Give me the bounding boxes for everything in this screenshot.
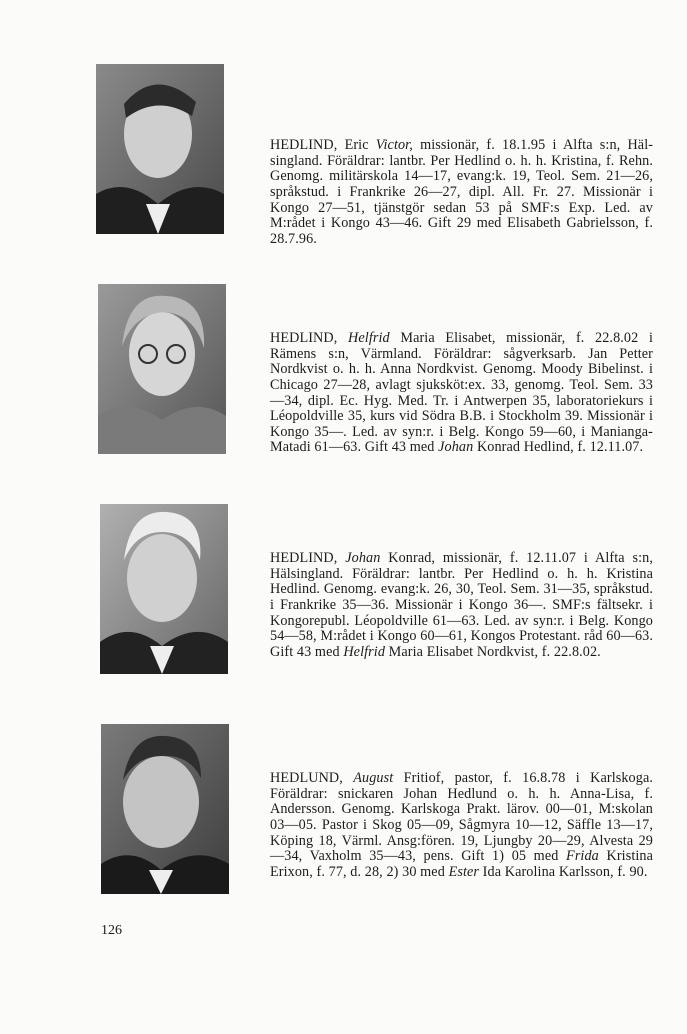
portrait-photo-eric-victor-hedlind	[96, 64, 224, 234]
entry-surname: HEDLUND,	[270, 770, 343, 787]
portrait-photo-johan-konrad-hedlind	[100, 504, 228, 674]
entry-given-name-italic: Johan	[345, 550, 381, 567]
biography-entry-august-fritiof-hedlund	[270, 771, 653, 880]
page-number: 126	[101, 923, 122, 938]
entry-surname: HEDLIND,	[270, 330, 338, 347]
entry-text-end: Maria Elisabet Nordkvist, f. 22.8.02.	[388, 643, 601, 660]
portrait-photo-helfrid-hedlind	[98, 284, 226, 454]
entry-surname: HEDLIND,	[270, 137, 338, 154]
entry-surname: HEDLIND,	[270, 550, 338, 567]
portrait-photo-august-fritiof-hedlund	[101, 724, 229, 894]
biography-entry-johan-konrad-hedlind	[270, 551, 653, 660]
entry-given-name-italic: Helfrid	[348, 330, 390, 347]
entry-spouse1-name-italic: Frida	[566, 848, 599, 865]
biography-entry-eric-victor-hedlind	[270, 138, 653, 247]
entry-text: missionär, f. 18.1.95 i Alfta s:n, Hälsingland. Föräldrar: lantbr. Per Hedlind o. h. h. Kristina, f. Rehn. Genomg. militärskola 14—17, evang:k. 19, Teol. Sem. 21—26, språkstud. i Frankrike 26—27, dipl. All. Fr. 27. Missionär i Kongo 27—51, tjänstgör sedan 53 på SMF:s Exp. Led. av M:rådet i Kongo 43—46. Gift 29 med Elisabeth Gabrielsson, f. 28.7.96.	[270, 137, 653, 247]
entry-text: Fritiof, pastor, f. 16.8.78 i Karlskoga. Föräldrar: snickaren Johan Hedlund o. h. h. Anna-Lisa, f. Andersson. Genomg. Karlskoga Prakt. lärov. 00—01, M:skolan 03—05. Pastor i Skog 05—09, Sågmyra 10—12, Säffle 13—17, Köping 18, Värml. Ansg:fören. 19, Ljungby 20—29, Alvesta 29—34, Vaxholm 35—43, pens. Gift 1) 05 med	[270, 770, 653, 865]
entry-text: Konrad, missionär, f. 12.11.07 i Alfta s:n, Hälsingland. Föräldrar: lantbr. Per Hedlind o. h. h. Kristina Hedlind. Genomg. evang:k. 26, 30, Teol. Sem. 31—35, språkstud. i Frankrike 35—36. Missionär i Kongo 36—. SMF:s fältsekr. i Kongorepubl. Léopoldville 61—63. Led. av syn:r. i Belg. Kongo 54—58, M:rådet i Kongo 60—61, Kongos Protestant. råd 60—63. Gift 43 med	[270, 550, 654, 660]
entry-given-name-italic: August	[353, 770, 394, 787]
entry-text-end: Konrad Hedlind, f. 12.11.07.	[476, 439, 644, 456]
entry-given-name: Eric	[344, 137, 369, 154]
entry-spouse-name-italic: Johan	[438, 439, 474, 456]
entry-spouse2-name-italic: Ester	[448, 863, 480, 880]
entry-text-end: Ida Karolina Karlsson, f. 90.	[482, 863, 648, 880]
entry-text-middle: Kristina Erixon, f. 77, d. 28, 2) 30 med	[270, 848, 654, 880]
entry-spouse-name-italic: Helfrid	[343, 643, 386, 660]
entry-text: Maria Elisabet, missionär, f. 22.8.02 i Rämens s:n, Värmland. Föräldrar: sågverksarb. Jan Petter Nordkvist o. h. h. Anna Nordkvist. Genomg. Moody Bibelinst. i Chicago 27—28, avlagt sjuksköt:ex. 33, genomg. Teol. Sem. 33—34, dipl. Ec. Hyg. Med. Tr. i Antwerpen 35, laboratoriekurs i Léopoldville 35, kurs vid Södra B.B. i Stockholm 39. Missionär i Kongo 35—. Led. av syn:r. i Belg. Kongo 59—60, i Manianga-Matadi 61—63. Gift 43 med	[270, 330, 653, 456]
entry-given-name-italic: Victor,	[375, 137, 413, 154]
biography-entry-helfrid-hedlind	[270, 331, 653, 456]
